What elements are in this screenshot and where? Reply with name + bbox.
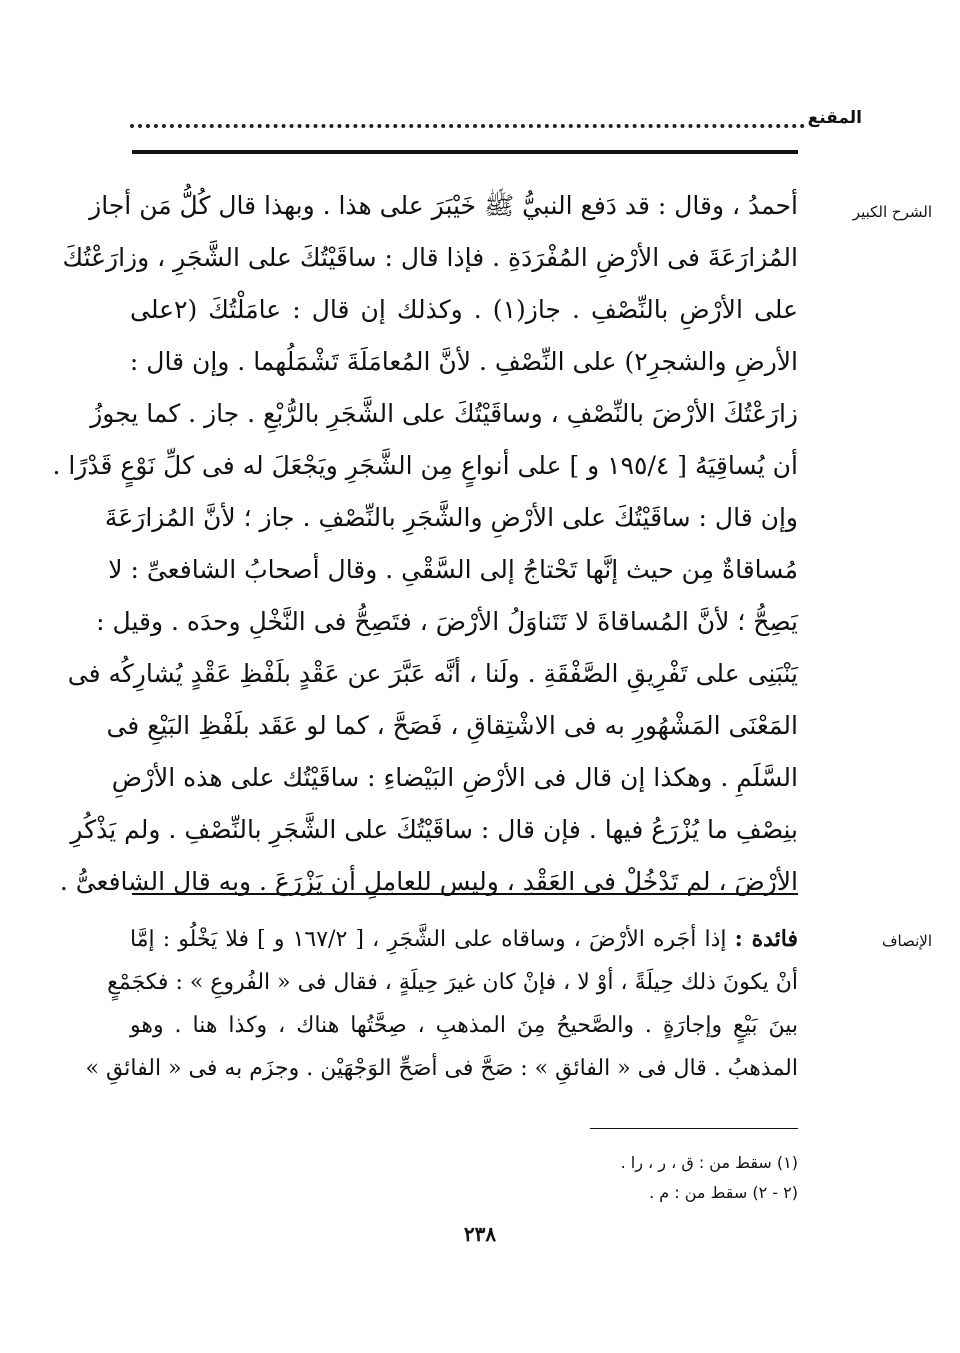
main-text-line: مُساقاةٌ مِن حيث إنَّها تَحْتاجُ إلى السَّقْىِ . وقال أصحابُ الشافعىِّ : لا xyxy=(108,555,798,584)
page-number: ٢٣٨ xyxy=(463,1222,497,1246)
main-text-line: المُزارَعَةَ فى الأرْضِ المُفْرَدَةِ . فإذا قال : ساقَيْتُكَ على الشَّجَرِ ، وزارَعْتُكَ xyxy=(62,243,798,272)
insaf-text-line: بينَ بَيْعٍ وإجارَةٍ . والصَّحيحُ مِنَ المذهبِ ، صِحَّتُها هناك ، وكذا هنا . وهو xyxy=(130,1013,798,1038)
main-text-line: زارَعْتُكَ الأرْضَ بالنِّصْفِ ، وساقَيْتُكَ على الشَّجَرِ بالرُّبْعِ . جاز . كما يجوزُ xyxy=(90,399,798,428)
footnote: (٢ - ٢) سقط من : م . xyxy=(649,1183,798,1202)
main-text-line: أحمدُ ، وقال : قد دَفع النبيُّ ﷺ خَيْبَرَ على هذا . وبهذا قال كُلُّ مَن أجاز xyxy=(89,191,798,220)
section-divider xyxy=(132,893,798,895)
main-text-line: السَّلَمِ . وهكذا إن قال فى الأرْضِ البَيْضاءِ : ساقَيْتُك على هذه الأرْضِ xyxy=(111,763,798,792)
main-text-line: الأرْضَ ، لم تَدْخُلْ فى العَقْدِ ، وليس للعامِلِ أن يَزْرَعَ . وبه قال الشافعىُّ . xyxy=(59,867,798,896)
main-text-block xyxy=(52,180,798,908)
header-rule xyxy=(132,150,798,154)
main-text-line: الأرضِ والشجرِ٢) على النِّصْفِ . لأنَّ المُعامَلَةَ تَشْمَلُهما . وإن قال : xyxy=(129,347,798,376)
main-text-line: المَعْنَى المَشْهُورِ به فى الاشْتِقاقِ ، فَصَحَّ ، كما لو عَقَد بلَفْظِ البَيْعِ فى xyxy=(106,711,798,740)
footnote: (١) سقط من : ق ، ر ، را . xyxy=(620,1153,798,1172)
main-text-line: يَنْبَنِى على تَفْرِيقِ الصَّفْقَةِ . ولَنا ، أنَّه عَبَّرَ عن عَقْدٍ بلَفْظِ عَقْدٍ يُشارِكُه فى xyxy=(67,659,798,688)
insaf-line-text: إذا أجَره الأرْضَ ، وساقاه على الشَّجَرِ ، [ ١٦٧/٢ و ] فلا يَخْلُو : إمَّا xyxy=(130,927,727,952)
insaf-text-block xyxy=(85,918,799,1090)
running-title: المقنع xyxy=(807,108,862,128)
footnote-rule xyxy=(590,1128,798,1129)
main-text-line: أن يُساقِيَهُ [ ١٩٥/٤ و ] على أنواعٍ مِن الشَّجَرِ ويَجْعَلَ له فى كلِّ نَوْعٍ قَدْرًا . xyxy=(52,451,798,480)
section-label-insaf: الإنصاف xyxy=(881,932,932,950)
main-text-line: وإن قال : ساقَيْتُكَ على الأرْضِ والشَّجَرِ بالنِّصْفِ . جاز ؛ لأنَّ المُزارَعَةَ xyxy=(104,503,798,532)
insaf-lead: فائدة : xyxy=(734,926,799,952)
insaf-text-line: المذهبُ . قال فى « الفائقِ » : صَحَّ فى أصَحِّ الوَجْهَيْن . وجزَم به فى « الفائقِ » xyxy=(85,1056,798,1081)
header-dotted-leader xyxy=(130,124,805,128)
footnotes xyxy=(398,1148,798,1208)
main-text-line: يَصِحُّ ؛ لأنَّ المُساقاةَ لا تَتَناوَلُ الأرْضَ ، فتَصِحُّ فى النَّخْلِ وحدَه . وقيل : xyxy=(96,607,798,636)
section-label-sharh: الشرح الكبير xyxy=(852,203,932,221)
main-text-line: على الأرْضِ بالنِّصْفِ . جاز(١) . وكذلك إن قال : عامَلْتُكَ (٢على xyxy=(130,295,798,324)
insaf-text-line: أنْ يكونَ ذلك حِيلَةً ، أوْ لا ، فإنْ كان غيرَ حِيلَةٍ ، فقال فى « الفُروعِ » : فكجَمْعٍ xyxy=(107,970,798,995)
insaf-text-line xyxy=(130,918,798,961)
main-text-line: بنِصْفِ ما يُزْرَعُ فيها . فإن قال : ساقَيْتُكَ على الشَّجَرِ بالنِّصْفِ . ولم يَذْكُرِ xyxy=(70,815,798,844)
